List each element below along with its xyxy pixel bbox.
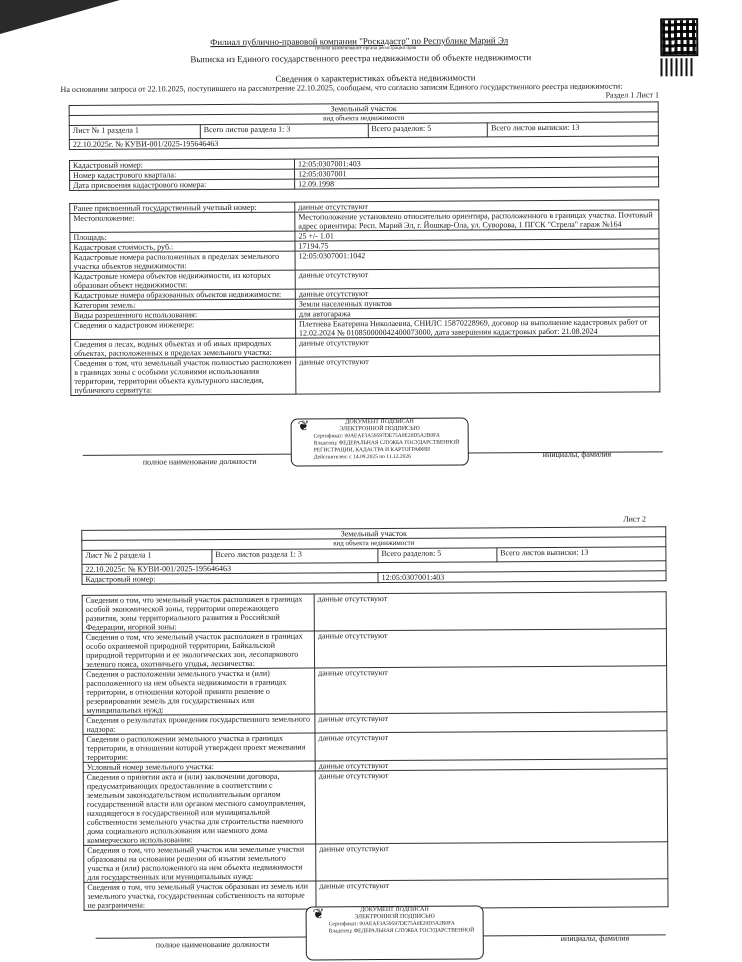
signature-position-caption-2: полное наименование должности	[155, 939, 270, 950]
field-label: Дата присвоения кадастрового номера:	[70, 179, 295, 190]
field-value: данные отсутствуют	[296, 336, 660, 357]
sheet1-characteristics-table	[69, 199, 660, 396]
field-value: Плетнева Екатерина Николаевна, СНИЛС 15870228969, договор на выполнение кадастровых работ от 12.02.2024 № 010850000042400073000, дата завершения кадастровых работ: 21.08.2024	[295, 317, 659, 338]
field-value: 12:05:0307001:1042	[295, 249, 659, 270]
extract-subtitle: Сведения о характеристиках объекта недвижимости	[275, 72, 476, 84]
sections-total: Всего разделов: 5	[368, 123, 488, 138]
field-value: данные отсутствуют	[315, 731, 667, 761]
field-label: Сведения о результатах проведения государственного земельного надзора:	[83, 714, 315, 734]
stamp-title-2: ЭЛЕКТРОННОЙ ПОДПИСЬЮ	[339, 425, 420, 433]
sheets-in-section: Всего листов раздела 1: 3	[200, 124, 368, 139]
field-value: данные отсутствуют	[314, 592, 666, 631]
field-label: Площадь:	[70, 231, 295, 242]
field-label: Кадастровые номера расположенных в пределах земельного участка объектов недвижимости:	[70, 251, 295, 271]
field-value: данные отсутствуют	[316, 879, 668, 909]
field-value: данные отсутствуют	[315, 769, 667, 844]
scan-corner-shadow	[0, 0, 120, 34]
field-label: Кадастровая стоимость, руб.:	[70, 241, 295, 252]
field-label: Номер кадастрового квартала:	[70, 169, 295, 180]
signature-name-caption: инициалы, фамилия	[542, 449, 612, 460]
field-value: для автогаража	[295, 307, 659, 319]
field-label: Ранее присвоенный государственный учетный номер:	[70, 202, 295, 213]
object-type-caption: вид объекта недвижимости	[69, 112, 658, 126]
field-label: Местоположение:	[70, 212, 295, 232]
document-number-2: 22.10.2025г. № КУВИ-001/2025-195646463	[82, 561, 666, 575]
sheet1-header-table	[69, 101, 659, 150]
stamp-owner-2: РЕГИСТРАЦИИ, КАДАСТРА И КАРТОГРАФИИ	[313, 446, 431, 454]
field-label: Сведения о расположении земельного участка в границах территории, в отношении которой утвержден проект межевания территории:	[83, 733, 315, 762]
field-value: данные отсутствуют	[316, 842, 668, 881]
field-label: Сведения о принятии акта и (или) заключении договора, предусматривающих предоставление в соответствии с земельным законодательством исполнительным органом государственной власти или органом местного самоуправления, находящегося в государственной или муниципальной собственности земельного участка для строительства наемного дома социального использования или наемного дома коммерческого использования:	[83, 771, 315, 845]
field-value: Земли населенных пунктов	[295, 297, 659, 309]
field-label: Сведения о расположении земельного участка и (или) расположенного на нем объекта недвижимости в границах территории, в отношении которой принято решение о резервировании земель для государственных или муниципальных нужд:	[83, 668, 315, 715]
sheet2-header-table	[81, 526, 666, 585]
field-label: Сведения о том, что земельный участок расположен в границах особой экономической зоны, территории опережающего развития, зоны территориального развития в Российской Федерации, игорной зоны:	[82, 594, 314, 632]
sections-total-2: Всего разделов: 5	[378, 548, 497, 563]
field-label: Кадастровые номера объектов недвижимости, из которых образован объект недвижимости:	[70, 270, 295, 290]
field-label: Кадастровый номер:	[69, 159, 294, 170]
stamp-title-2b: ЭЛЕКТРОННОЙ ПОДПИСЬЮ	[354, 913, 435, 921]
signature-name-caption-2: инициалы, фамилия	[560, 933, 630, 943]
sheets-total: Всего листов выписки: 13	[488, 122, 659, 137]
field-label: Сведения о том, что земельный участок полностью расположен в границах зоны с особыми условиями использования территории, территории объекта культурного наследия, публичного сервитута:	[71, 357, 296, 395]
field-label: Условный номер земельного участка:	[83, 761, 315, 772]
field-value: данные отсутствуют	[315, 712, 667, 733]
extract-title: Выписка из Единого государственного реестра недвижимости об объекте недвижимости	[190, 52, 532, 65]
table-row	[83, 769, 667, 846]
field-label: Категория земель:	[70, 299, 295, 310]
sheets-total-2: Всего листов выписки: 13	[497, 547, 666, 562]
field-value: Местоположение установлено относительно ориентира, расположенного в границах участка. Почтовый адрес ориентира: Респ. Марий Эл, г. Йошкар-Ола, ул. Суворова, 1 ПГСК "Стрела" гараж №164	[295, 210, 659, 231]
field-label: Сведения о лесах, водных объектах и об иных природных объектах, расположенных в пределах земельного участка:	[71, 338, 296, 358]
field-value: данные отсутствуют	[295, 287, 659, 299]
field-value: данные отсутствуют	[315, 759, 667, 771]
object-type-caption-2: вид объекта недвижимости	[82, 537, 666, 551]
object-type-2: Земельный участок	[82, 527, 666, 541]
field-value: 12.09.1998	[295, 177, 659, 189]
field-label: Сведения о кадастровом инженере:	[70, 319, 295, 339]
sheet1-cadastral-table	[69, 156, 659, 191]
stamp-title: ДОКУМЕНТ ПОДПИСАН	[345, 418, 414, 426]
field-value: данные отсутствуют	[314, 629, 666, 668]
table-row	[83, 666, 667, 716]
table-row	[83, 731, 667, 763]
table-row	[84, 842, 668, 883]
emblem-icon-2: ❦	[312, 907, 325, 923]
field-label: Сведения о том, что земельный участок образован из земель или земельного участка, государственная собственность на которые не разграничена:	[84, 881, 316, 910]
registrar-name: Филиал публично-правовой компании "Роскадастр" по Республике Марий Эл	[210, 35, 509, 48]
stamp-title-b: ДОКУМЕНТ ПОДПИСАН	[360, 906, 429, 914]
sheets-in-section-2: Всего листов раздела 1: 3	[212, 549, 378, 564]
signature-position-caption: полное наименование должности	[142, 456, 257, 467]
qr-code-icon	[660, 18, 698, 56]
document-number: 22.10.2025г. № КУВИ-001/2025-195646463	[69, 136, 658, 150]
field-label: Виды разрешенного использования:	[70, 309, 295, 320]
stamp-owner-b: Владелец: ФЕДЕРАЛЬНАЯ СЛУЖБА ГОСУДАРСТВЕННОЙ	[328, 927, 475, 935]
request-basis: На основании запроса от 22.10.2025, поступившего на рассмотрение 22.10.2025, сообщаем, что согласно записям Единого государственного реестра недвижимости:	[60, 81, 623, 94]
cadastral-number-label: Кадастровый номер:	[82, 573, 378, 585]
registrar-caption: полное наименование органа регистрации прав	[315, 45, 417, 52]
object-type: Земельный участок	[69, 102, 658, 116]
stamp-certificate: Сертификат: 00AEAF3A59597DE75A0E20D5A2B0FA	[313, 432, 440, 440]
stamp-owner: Владелец: ФЕДЕРАЛЬНАЯ СЛУЖБА ГОСУДАРСТВЕННОЙ	[313, 439, 460, 447]
field-label: Кадастровые номера образованных объектов недвижимости:	[70, 289, 295, 300]
field-label: Сведения о том, что земельный участок или земельные участки образованы на основании решения об изъятии земельного участка и (или) расположенного на нем объекта недвижимости для государственных или муниципальных нужд:	[84, 844, 316, 882]
e-signature-stamp-2	[306, 905, 484, 960]
field-value: 17194.75	[295, 239, 659, 251]
sheet-number: Лист № 1 раздела 1	[69, 125, 200, 140]
table-row	[82, 629, 666, 670]
table-row	[71, 355, 660, 396]
field-value: 12:05:0307001:403	[294, 157, 658, 169]
field-value: 25 +/- 1.01	[295, 229, 659, 241]
field-value: данные отсутствуют	[296, 355, 660, 394]
table-row	[82, 592, 666, 633]
e-signature-stamp	[291, 418, 469, 467]
sheet2-label: Лист 2	[623, 514, 646, 524]
barcode-icon	[660, 58, 694, 76]
field-label: Сведения о том, что земельный участок расположен в границах особо охраняемой природной территории, Байкальской природной территории и ее экологических зон, лесопаркового зеленого пояса, охотничьего угодья, лесничества:	[82, 631, 314, 669]
field-value: 12:05:0307001	[295, 167, 659, 179]
field-value: данные отсутствуют	[295, 200, 659, 212]
emblem-icon: ❦	[297, 419, 310, 435]
section-label: Раздел 1 Лист 1	[605, 90, 660, 100]
cadastral-number-value: 12:05:0307001:403	[378, 571, 666, 583]
stamp-certificate-2: Сертификат: 00AEAF3A59597DE75A0E20D5A2B0FA	[328, 920, 455, 928]
field-value: данные отсутствуют	[315, 666, 667, 714]
sheet2-details-table	[82, 591, 669, 911]
field-value: данные отсутствуют	[295, 268, 659, 289]
sheet-number-2: Лист № 2 раздела 1	[82, 550, 212, 565]
stamp-validity: Действителен: с 14.09.2025 по 11.12.2026	[313, 453, 411, 461]
